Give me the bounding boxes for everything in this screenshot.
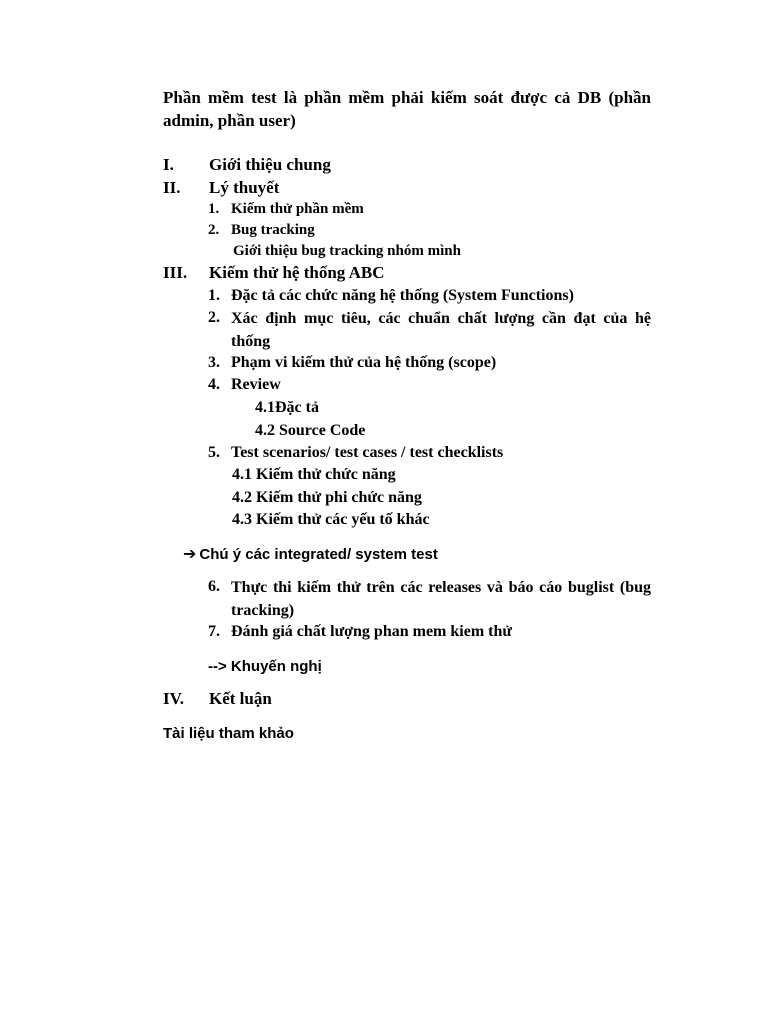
list-number: 2.: [208, 222, 220, 238]
list-item: Phạm vi kiếm thử của hệ thống (scope): [231, 354, 497, 371]
sub-item: 4.2 Source Code: [255, 422, 366, 439]
list-item: Bug tracking: [231, 222, 315, 238]
list-number: 1.: [208, 287, 220, 304]
sub-item: 4.2 Kiếm thử phi chức năng: [232, 489, 422, 506]
sub-item: 4.1 Kiếm thử chức năng: [232, 466, 396, 483]
list-item: Test scenarios/ test cases / test checklists: [231, 444, 504, 461]
sub-item: 4.3 Kiếm thử các yếu tố khác: [232, 511, 430, 528]
list-item: Thực thi kiếm thử trên các releases và báo cáo buglist (bug tracking): [231, 579, 651, 619]
section-title: Kiếm thử hệ thống ABC: [209, 263, 385, 282]
list-number: 5.: [208, 444, 220, 461]
section-title: Giới thiệu chung: [209, 155, 331, 174]
arrow-note: [183, 545, 438, 565]
list-number: 6.: [208, 578, 220, 595]
section-title: Lý thuyết: [209, 178, 280, 197]
section-number: I.: [163, 155, 174, 174]
intro-paragraph: Phần mềm test là phần mềm phải kiếm soát được cả DB (phần admin, phần user): [163, 88, 651, 130]
list-note: Giới thiệu bug tracking nhóm mình: [233, 243, 461, 259]
recommendation-note: --> Khuyến nghị: [208, 658, 322, 675]
list-item: Đặc tả các chức năng hệ thống (System Functions): [231, 287, 574, 304]
list-item: Xác định mục tiêu, các chuẩn chất lượng cần đạt của hệ thống: [231, 310, 651, 350]
arrow-note-text: Chú ý các integrated/ system test: [199, 546, 438, 563]
section-number: II.: [163, 178, 181, 197]
right-arrow-icon: ➔: [183, 546, 197, 563]
sub-item: 4.1Đặc tả: [255, 399, 319, 416]
list-number: 1.: [208, 201, 220, 217]
list-item: Đánh giá chất lượng phan mem kiem thử: [231, 623, 512, 640]
list-number: 7.: [208, 623, 220, 640]
list-number: 4.: [208, 376, 220, 393]
section-number: IV.: [163, 689, 184, 708]
list-item: Kiếm thử phần mềm: [231, 201, 364, 217]
section-number: III.: [163, 263, 188, 282]
references-heading: Tài liệu tham khảo: [163, 725, 294, 742]
list-item: Review: [231, 376, 281, 393]
list-number: 3.: [208, 354, 220, 371]
section-title: Kết luận: [209, 689, 272, 708]
list-number: 2.: [208, 309, 220, 326]
